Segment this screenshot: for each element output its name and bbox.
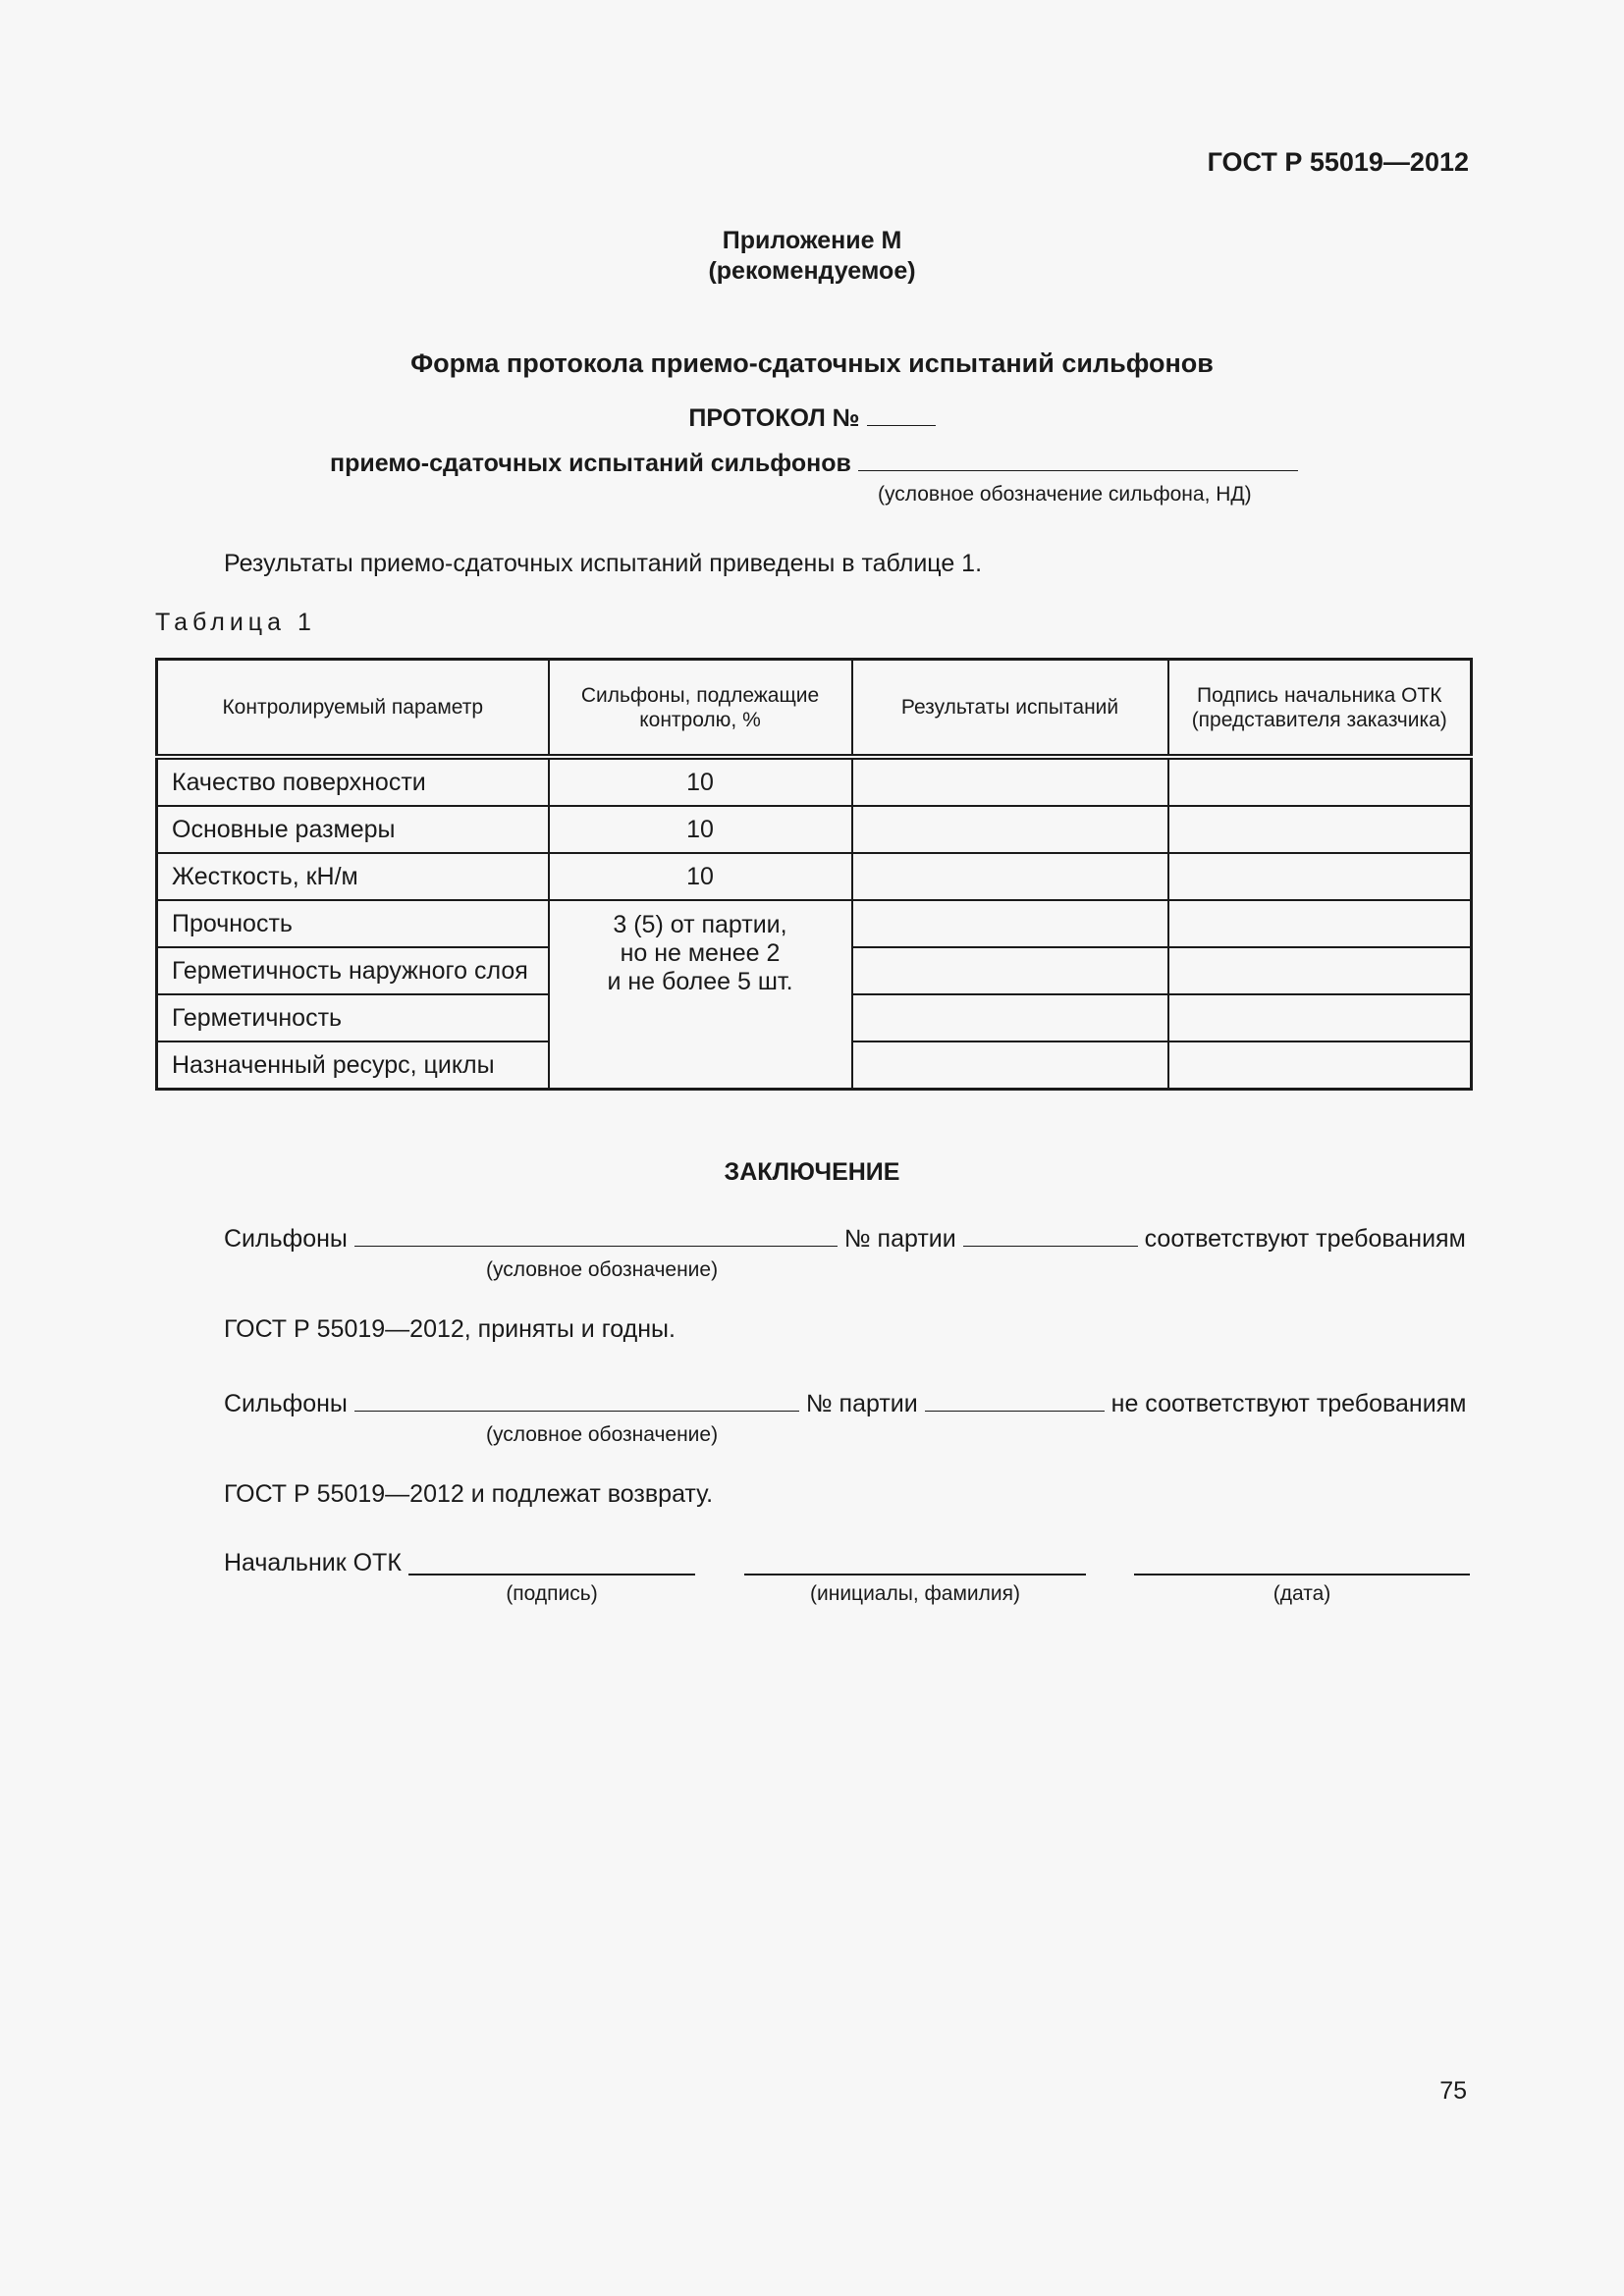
bellows-label: Сильфоны bbox=[224, 1390, 348, 1417]
param-cell: Прочность bbox=[157, 900, 549, 947]
results-cell bbox=[852, 757, 1168, 806]
percent-cell: 10 bbox=[549, 853, 852, 900]
designation-caption: (условное обозначение) bbox=[486, 1258, 719, 1281]
param-cell: Жесткость, кН/м bbox=[157, 853, 549, 900]
results-cell bbox=[852, 853, 1168, 900]
results-cell bbox=[852, 1041, 1168, 1090]
percent-cell: 10 bbox=[549, 757, 852, 806]
batch-number-blank bbox=[925, 1411, 1105, 1412]
signature-line bbox=[224, 1549, 402, 1577]
conclusion-title: ЗАКЛЮЧЕНИЕ bbox=[724, 1158, 900, 1186]
signature-cell bbox=[1168, 1041, 1472, 1090]
protocol-label: ПРОТОКОЛ № bbox=[688, 404, 860, 432]
conclusion-line2-continued: ГОСТ Р 55019—2012 и подлежат возврату. bbox=[224, 1480, 714, 1508]
param-cell: Основные размеры bbox=[157, 806, 549, 853]
signature-cell bbox=[1168, 757, 1472, 806]
annex-status: (рекомендуемое) bbox=[708, 257, 916, 285]
name-blank bbox=[744, 1574, 1086, 1575]
merged-note-line: 3 (5) от партии, bbox=[613, 911, 787, 938]
batch-label: № партии bbox=[843, 1225, 956, 1253]
signature-cell bbox=[1168, 853, 1472, 900]
form-title: Форма протокола приемо-сдаточных испытаний сильфонов bbox=[410, 348, 1214, 378]
conclusion-line2 bbox=[224, 1390, 1466, 1418]
signature-cell bbox=[1168, 994, 1472, 1041]
results-cell bbox=[852, 994, 1168, 1041]
batch-number-blank bbox=[963, 1246, 1138, 1247]
protocol-number-line bbox=[0, 404, 1624, 433]
designation-blank bbox=[354, 1246, 838, 1247]
signature-caption: (подпись) bbox=[506, 1582, 598, 1605]
results-cell bbox=[852, 900, 1168, 947]
param-cell: Назначенный ресурс, циклы bbox=[157, 1041, 549, 1090]
conclusion-line1-continued: ГОСТ Р 55019—2012, приняты и годны. bbox=[224, 1315, 676, 1343]
annex-heading bbox=[0, 226, 1624, 287]
merged-percent-cell bbox=[549, 900, 852, 1090]
signature-cell bbox=[1168, 947, 1472, 994]
merged-note-line: но не менее 2 bbox=[620, 939, 781, 967]
percent-cell: 10 bbox=[549, 806, 852, 853]
designation-blank bbox=[354, 1411, 799, 1412]
signature-blank bbox=[408, 1574, 695, 1575]
merged-note-line: и не более 5 шт. bbox=[607, 968, 793, 995]
bellows-label: Сильфоны bbox=[224, 1225, 348, 1253]
page-number: 75 bbox=[1439, 2077, 1467, 2105]
results-cell bbox=[852, 947, 1168, 994]
table-header-row bbox=[157, 660, 1472, 758]
designation-caption: (условное обозначение) bbox=[486, 1423, 719, 1446]
table-row bbox=[157, 900, 1472, 947]
results-table bbox=[155, 658, 1473, 1091]
annex-title: Приложение М bbox=[722, 227, 902, 254]
param-cell: Герметичность наружного слоя bbox=[157, 947, 549, 994]
results-cell bbox=[852, 806, 1168, 853]
date-blank bbox=[1134, 1574, 1470, 1575]
signature-cell bbox=[1168, 900, 1472, 947]
table-row bbox=[157, 757, 1472, 806]
signature-cell bbox=[1168, 806, 1472, 853]
protocol-tests-line bbox=[330, 450, 1298, 478]
otk-head-label: Начальник ОТК bbox=[224, 1549, 402, 1576]
batch-label: № партии bbox=[805, 1390, 918, 1417]
noncompliance-text: не соответствуют требованиям bbox=[1110, 1390, 1467, 1417]
table-row bbox=[157, 853, 1472, 900]
param-cell: Герметичность bbox=[157, 994, 549, 1041]
header-signature: Подпись начальника ОТК (представителя заказчика) bbox=[1168, 660, 1472, 758]
compliance-text: соответствуют требованиям bbox=[1144, 1225, 1466, 1253]
protocol-tests-label: приемо-сдаточных испытаний сильфонов bbox=[330, 450, 851, 477]
conclusion-line1 bbox=[224, 1225, 1466, 1254]
param-cell: Качество поверхности bbox=[157, 757, 549, 806]
header-percent: Сильфоны, подлежащие контролю, % bbox=[549, 660, 852, 758]
date-caption: (дата) bbox=[1272, 1582, 1331, 1605]
intro-paragraph: Результаты приемо-сдаточных испытаний приведены в таблице 1. bbox=[224, 550, 983, 577]
header-results: Результаты испытаний bbox=[852, 660, 1168, 758]
document-id: ГОСТ Р 55019—2012 bbox=[1207, 147, 1469, 177]
table-label: Таблица 1 bbox=[155, 609, 316, 636]
name-caption: (инициалы, фамилия) bbox=[810, 1582, 1020, 1605]
header-parameter: Контролируемый параметр bbox=[157, 660, 549, 758]
bellows-designation-blank bbox=[858, 470, 1298, 471]
table-row bbox=[157, 806, 1472, 853]
protocol-number-blank bbox=[867, 425, 936, 426]
bellows-designation-caption: (условное обозначение сильфона, НД) bbox=[878, 483, 1252, 506]
